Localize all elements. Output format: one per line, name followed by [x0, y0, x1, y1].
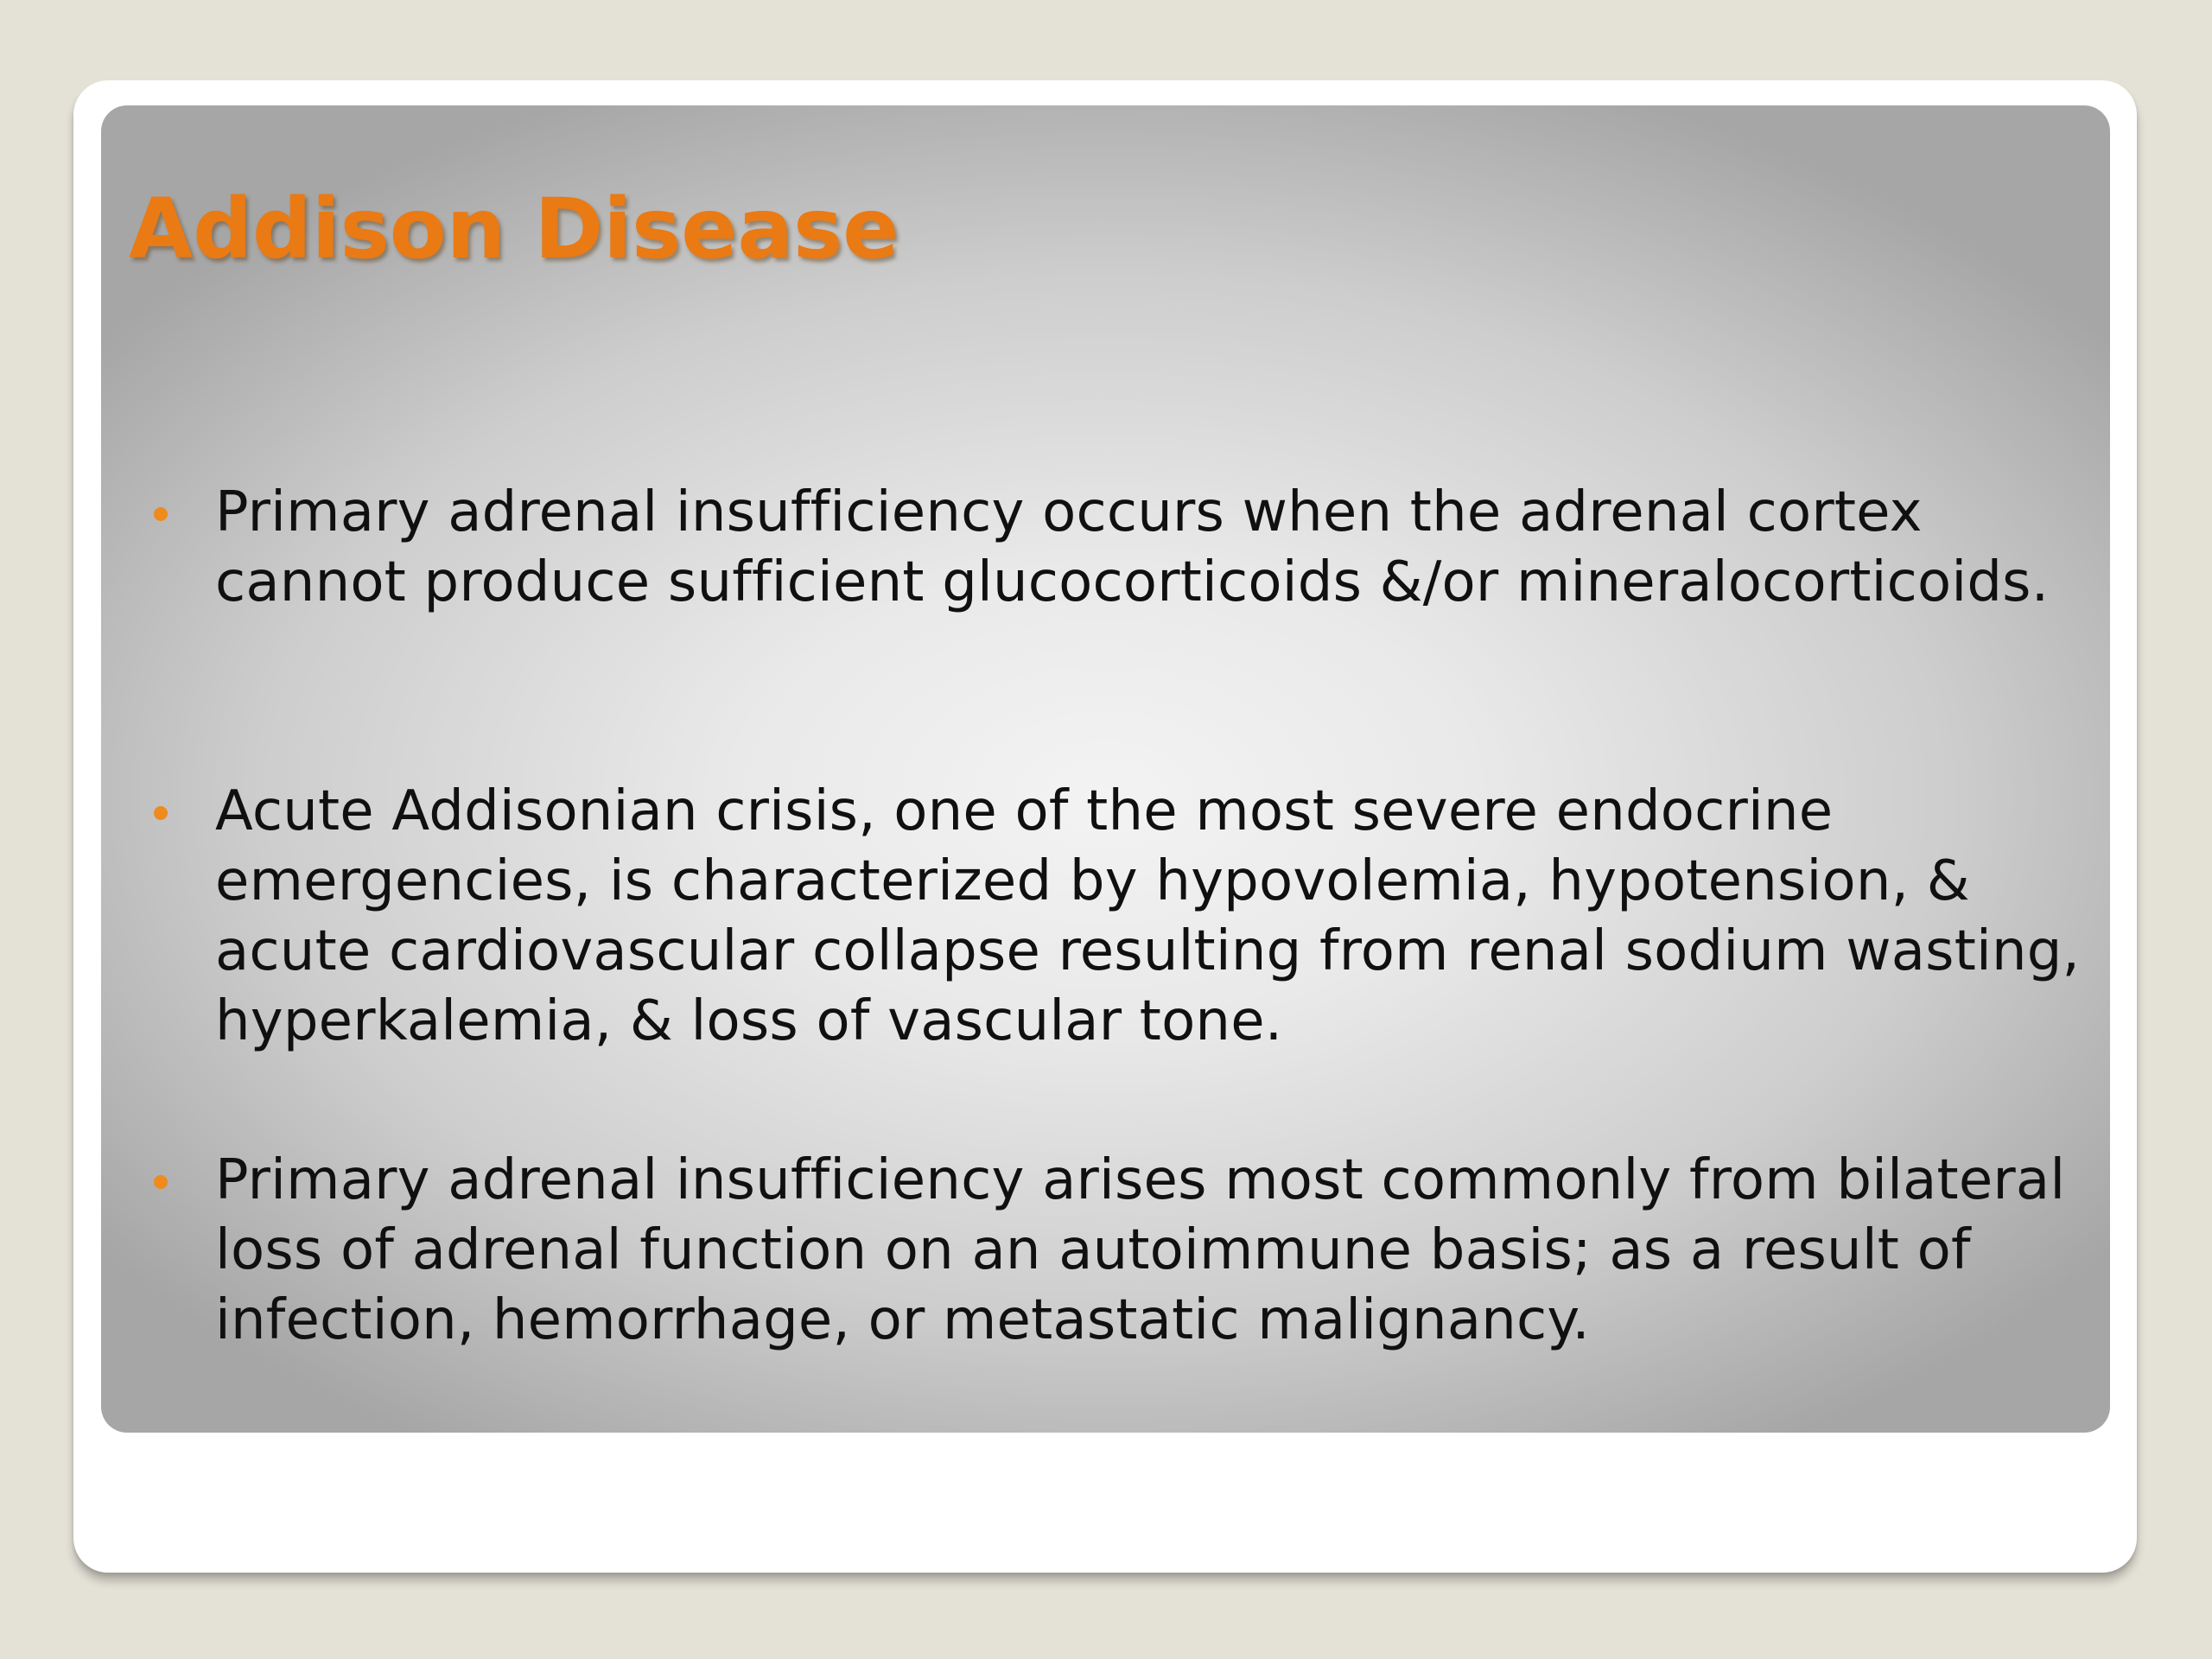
bullet-text: Primary adrenal insufficiency occurs when the adrenal cortex cannot produce sufficient glucocorticoids &/or mineralocorticoids. — [215, 480, 2050, 614]
slide-title: Addison Disease — [129, 181, 899, 277]
bullet-dot-icon — [154, 1175, 168, 1189]
bullet-dot-icon — [154, 806, 168, 820]
slide-card — [73, 80, 2137, 1573]
bullet-text: Acute Addisonian crisis, one of the most severe endocrine emergencies, is characterized by hypovolemia, hypotension, & acute cardiovascular collapse resulting from renal sodium wasting, hyperkalemia, & loss of vascular tone. — [215, 779, 2081, 1053]
bullet-text: Primary adrenal insufficiency arises most commonly from bilateral loss of adrenal function on an autoimmune basis; as a result of infection, hemorrhage, or metastatic malignancy. — [215, 1148, 2066, 1352]
bullet-dot-icon — [154, 507, 168, 521]
slide-content-panel — [101, 105, 2110, 1433]
